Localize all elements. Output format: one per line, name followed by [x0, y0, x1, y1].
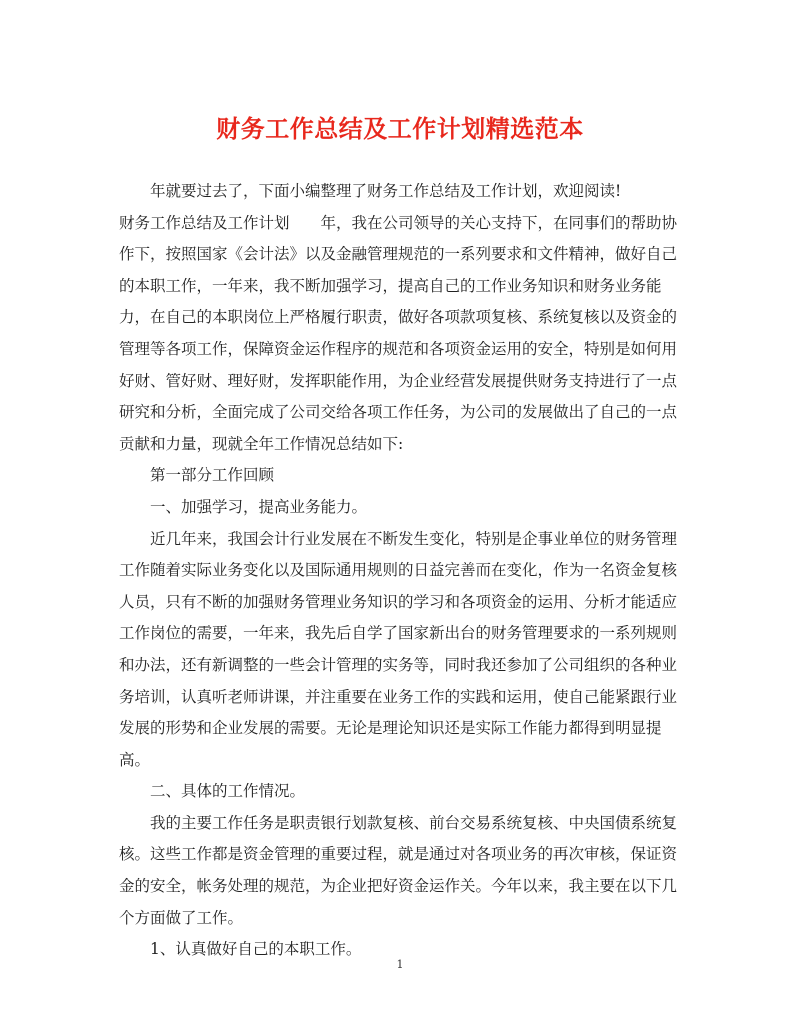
page-number: 1 — [396, 958, 404, 971]
document-title: 财务工作总结及工作计划精选范本 — [216, 114, 584, 143]
document-body — [119, 176, 685, 966]
paragraph-summary: 财务工作总结及工作计划 年，我在公司领导的关心支持下，在同事们的帮助协作下，按照国家《会计法》以及金融管理规范的一系列要求和文件精神，做好自己的本职工作，一年来，我不断加强学习，提高自己的工作业务知识和财务业务能力，在自己的本职岗位上严格履行职责，做好各项款项复核、系统复核以及资金的管理等各项工作，保障资金运作程序的规范和各项资金运用的安全，特别是如何用好财、管好财、理好财，发挥职能作用，为企业经营发展提供财务支持进行了一点研究和分析，全面完成了公司交给各项工作任务，为公司的发展做出了自己的一点贡献和力量，现就全年工作情况总结如下: — [119, 213, 678, 453]
paragraph-intro: 年就要过去了，下面小编整理了财务工作总结及工作计划，欢迎阅读! — [150, 182, 622, 200]
section-heading-study: 一、加强学习，提高业务能力。 — [150, 497, 368, 516]
paragraph-work: 我的主要工作任务是职责银行划款复核、前台交易系统复核、中央国债系统复核。这些工作都是资金管理的重要过程，就是通过对各项业务的再次审核，保证资金的安全，帐务处理的规范，为企业把好资金运作关。今年以来，我主要在以下几个方面做了工作。 — [119, 813, 678, 927]
section-heading-work: 二、具体的工作情况。 — [150, 782, 306, 801]
section-heading-duty: 1、认真做好自己的本职工作。 — [150, 940, 362, 959]
paragraph-study: 近几年来，我国会计行业发展在不断发生变化，特别是企事业单位的财务管理工作随着实际业务变化以及国际通用规则的日益完善而在变化，作为一名资金复核人员，只有不断的加强财务管理业务知识的学习和各项资金的运用、分析才能适应工作岗位的需要，一年来，我先后自学了国家新出台的财务管理要求的一系列规则和办法，还有新调整的一些会计管理的实务等，同时我还参加了公司组织的各种业务培训，认真听老师讲课，并注重要在业务工作的实践和运用，使自己能紧跟行业发展的形势和企业发展的需要。无论是理论知识还是实际工作能力都得到明显提高。 — [119, 529, 678, 769]
section-heading-part-one: 第一部分工作回顾 — [150, 466, 275, 485]
